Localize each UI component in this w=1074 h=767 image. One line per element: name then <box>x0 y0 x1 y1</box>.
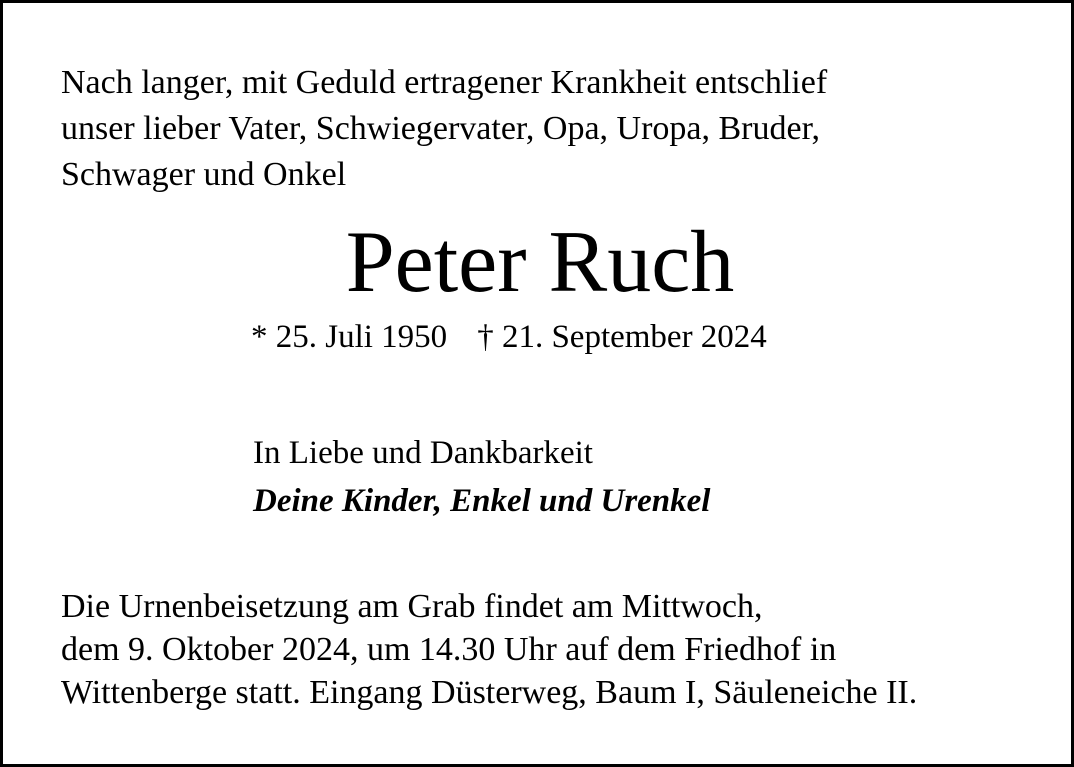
mourning-phrase: In Liebe und Dankbarkeit <box>253 435 593 471</box>
funeral-line-2: dem 9. Oktober 2024, um 14.30 Uhr auf dem Friedhof in <box>61 631 837 668</box>
intro-line-1: Nach langer, mit Geduld ertragener Krankheit entschlief <box>61 64 828 101</box>
life-dates <box>251 321 767 354</box>
mourners-signature: Deine Kinder, Enkel und Urenkel <box>253 483 711 519</box>
intro-line-3: Schwager und Onkel <box>61 156 347 193</box>
intro-line-2: unser lieber Vater, Schwiegervater, Opa, Uropa, Bruder, <box>61 110 821 147</box>
funeral-line-3: Wittenberge statt. Eingang Düsterweg, Baum I, Säuleneiche II. <box>61 674 918 711</box>
birth-date: * 25. Juli 1950 <box>251 319 448 355</box>
funeral-line-1: Die Urnenbeisetzung am Grab findet am Mittwoch, <box>61 588 763 625</box>
deceased-name: Peter Ruch <box>345 214 735 311</box>
death-date: † 21. September 2024 <box>477 319 767 355</box>
